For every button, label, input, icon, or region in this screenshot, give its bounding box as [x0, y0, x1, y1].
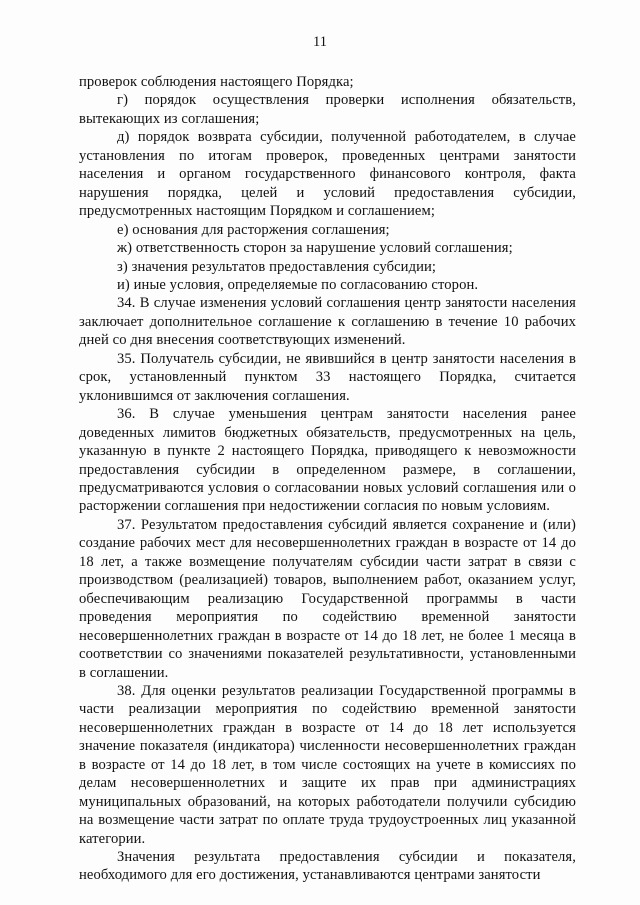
paragraph-38: 38. Для оценки результатов реализации Государственной программы в части реализации мероприятия по содействию временной занятости несовершеннолетних граждан в возрасте от 14 до 18 лет используется значение показателя (индикатора) численности несовершеннолетних граждан в возрасте от 14 до 18 лет, в том числе состоящих на учете в комиссиях по делам несовершеннолетних и защите их прав при администрациях муниципальных образований, на которых работодатели получили субсидию на возмещение части затрат по оплате труда трудоустроенных лиц указанной категории.	[79, 682, 576, 847]
paragraph-item-zh: ж) ответственность сторон за нарушение условий соглашения;	[117, 240, 513, 257]
paragraph-values: Значения результата предоставления субсидии и показателя, необходимого для его достижения, устанавливаются центрами занятости	[79, 849, 576, 884]
paragraph-37: 37. Результатом предоставления субсидий является сохранение и (или) создание рабочих мест для несовершеннолетних граждан в возрасте от 14 до 18 лет, а также возмещение получателям субсидии части затрат в связи с производством (реализацией) товаров, выполнением работ, оказанием услуг, обеспечивающим реализацию Государственной программы в части проведения мероприятия по содействию временной занятости несовершеннолетних граждан в возрасте от 14 до 18 лет, не более 1 месяца в соответствии со значениями показателей результативности, установленными в соглашении.	[79, 516, 576, 681]
paragraph-34: 34. В случае изменения условий соглашения центр занятости населения заключает дополнительное соглашение к соглашению в течение 10 рабочих дней со дня внесения соответствующих изменений.	[79, 295, 576, 349]
paragraph-item-i: и) иные условия, определяемые по согласованию сторон.	[117, 276, 479, 293]
paragraph-item-e: е) основания для расторжения соглашения;	[117, 221, 390, 238]
paragraph-item-d: д) порядок возврата субсидии, полученной работодателем, в случае установления по итогам проверок, проведенных центрами занятости населения и органом государственного финансового контроля, факта нарушения порядка, целей и условий предоставления субсидии, предусмотренных настоящим Порядком и соглашением;	[79, 129, 576, 220]
paragraph-item-z: з) значения результатов предоставления субсидии;	[117, 258, 437, 275]
paragraph-continuation: проверок соблюдения настоящего Порядка;	[79, 74, 354, 90]
paragraph-36: 36. В случае уменьшения центрам занятости населения ранее доведенных лимитов бюджетных обязательств, предусмотренных на цель, указанную в пункте 2 настоящего Порядка, приводящего к невозможности предоставления субсидии в определенном размере, в соглашении, предусматриваются условия о согласовании новых условий соглашения или о расторжении соглашения при недостижении согласия по новым условиям.	[79, 406, 576, 515]
document-body	[79, 73, 576, 885]
page-number: 11	[313, 34, 327, 50]
paragraph-item-g: г) порядок осуществления проверки исполнения обязательств, вытекающих из соглашения;	[79, 92, 576, 127]
paragraph-35: 35. Получатель субсидии, не явившийся в центр занятости населения в срок, установленный пунктом 33 настоящего Порядка, считается уклонившимся от заключения соглашения.	[79, 350, 576, 404]
